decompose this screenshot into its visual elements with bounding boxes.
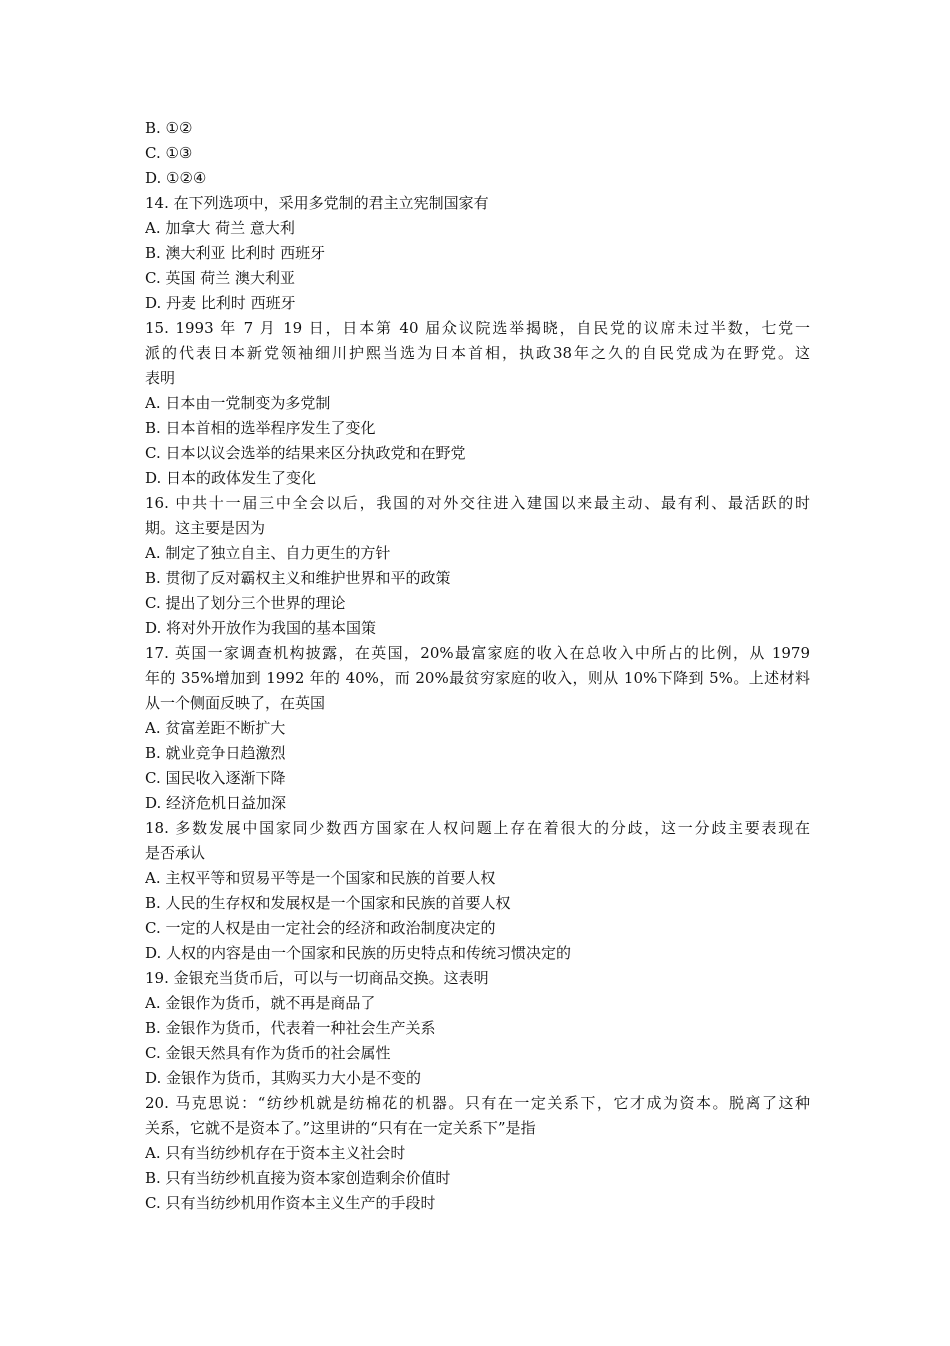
option-line: C. 国民收入逐渐下降 bbox=[145, 769, 286, 787]
question-17: 17. 英国一家调查机构披露，在英国，20%最富家庭的收入在总收入中所占的比例，从 1979 bbox=[145, 644, 810, 662]
option-line: A. 制定了独立自主、自力更生的方针 bbox=[145, 544, 391, 562]
question-16-continued: 期。这主要是因为 bbox=[145, 519, 266, 537]
option-line: B. 只有当纺纱机直接为资本家创造剩余价值时 bbox=[145, 1169, 451, 1187]
option-line: A. 贫富差距不断扩大 bbox=[145, 719, 286, 737]
document-page bbox=[145, 116, 810, 1216]
question-15: 15. 1993 年 7 月 19 日，日本第 40 届众议院选举揭晓，自民党的议席未过半数，七党一 bbox=[145, 319, 810, 337]
option-line: C. 金银天然具有作为货币的社会属性 bbox=[145, 1044, 391, 1062]
option-line: D. 将对外开放作为我国的基本国策 bbox=[145, 619, 377, 637]
option-line: B. ①② bbox=[145, 119, 193, 137]
option-line: D. 金银作为货币，其购买力大小是不变的 bbox=[145, 1069, 422, 1087]
option-line: B. 人民的生存权和发展权是一个国家和民族的首要人权 bbox=[145, 894, 511, 912]
option-line: B. 日本首相的选举程序发生了变化 bbox=[145, 419, 376, 437]
option-line: A. 只有当纺纱机存在于资本主义社会时 bbox=[145, 1144, 406, 1162]
question-15-continued: 表明 bbox=[145, 369, 176, 387]
option-line: A. 金银作为货币，就不再是商品了 bbox=[145, 994, 376, 1012]
question-16: 16. 中共十一届三中全会以后，我国的对外交往进入建国以来最主动、最有利、最活跃的时 bbox=[145, 494, 810, 512]
question-17-continued: 从一个侧面反映了，在英国 bbox=[145, 694, 326, 712]
question-18: 18. 多数发展中国家同少数西方国家在人权问题上存在着很大的分歧，这一分歧主要表现在 bbox=[145, 819, 810, 837]
option-line: B. 贯彻了反对霸权主义和维护世界和平的政策 bbox=[145, 569, 451, 587]
option-line: B. 就业竞争日趋激烈 bbox=[145, 744, 286, 762]
question-19: 19. 金银充当货币后，可以与一切商品交换。这表明 bbox=[145, 969, 489, 987]
question-15-continued: 派的代表日本新党领袖细川护熙当选为日本首相，执政38年之久的自民党成为在野党。这 bbox=[145, 344, 810, 362]
option-line: C. 提出了划分三个世界的理论 bbox=[145, 594, 346, 612]
option-line: D. 经济危机日益加深 bbox=[145, 794, 287, 812]
option-line: C. ①③ bbox=[145, 144, 193, 162]
option-line: D. 日本的政体发生了变化 bbox=[145, 469, 317, 487]
option-line: D. 人权的内容是由一个国家和民族的历史特点和传统习惯决定的 bbox=[145, 944, 572, 962]
question-20-continued: 关系，它就不是资本了。”这里讲的“只有在一定关系下”是指 bbox=[145, 1119, 536, 1137]
question-20: 20. 马克思说：“纺纱机就是纺棉花的机器。只有在一定关系下，它才成为资本。脱离了这种 bbox=[145, 1094, 810, 1112]
question-14: 14. 在下列选项中，采用多党制的君主立宪制国家有 bbox=[145, 194, 489, 212]
question-18-continued: 是否承认 bbox=[145, 844, 206, 862]
option-line: C. 一定的人权是由一定社会的经济和政治制度决定的 bbox=[145, 919, 496, 937]
option-line: A. 日本由一党制变为多党制 bbox=[145, 394, 331, 412]
option-line: C. 日本以议会选举的结果来区分执政党和在野党 bbox=[145, 444, 466, 462]
option-line: A. 加拿大 荷兰 意大利 bbox=[145, 219, 295, 237]
question-17-continued: 年的 35%增加到 1992 年的 40%，而 20%最贫穷家庭的收入，则从 10%下降到 5%。上述材料 bbox=[145, 669, 810, 687]
option-line: D. ①②④ bbox=[145, 169, 207, 187]
option-line: B. 金银作为货币，代表着一种社会生产关系 bbox=[145, 1019, 436, 1037]
option-line: D. 丹麦 比利时 西班牙 bbox=[145, 294, 296, 312]
option-line: A. 主权平等和贸易平等是一个国家和民族的首要人权 bbox=[145, 869, 496, 887]
option-line: C. 只有当纺纱机用作资本主义生产的手段时 bbox=[145, 1194, 436, 1212]
option-line: B. 澳大利亚 比利时 西班牙 bbox=[145, 244, 326, 262]
option-line: C. 英国 荷兰 澳大利亚 bbox=[145, 269, 296, 287]
